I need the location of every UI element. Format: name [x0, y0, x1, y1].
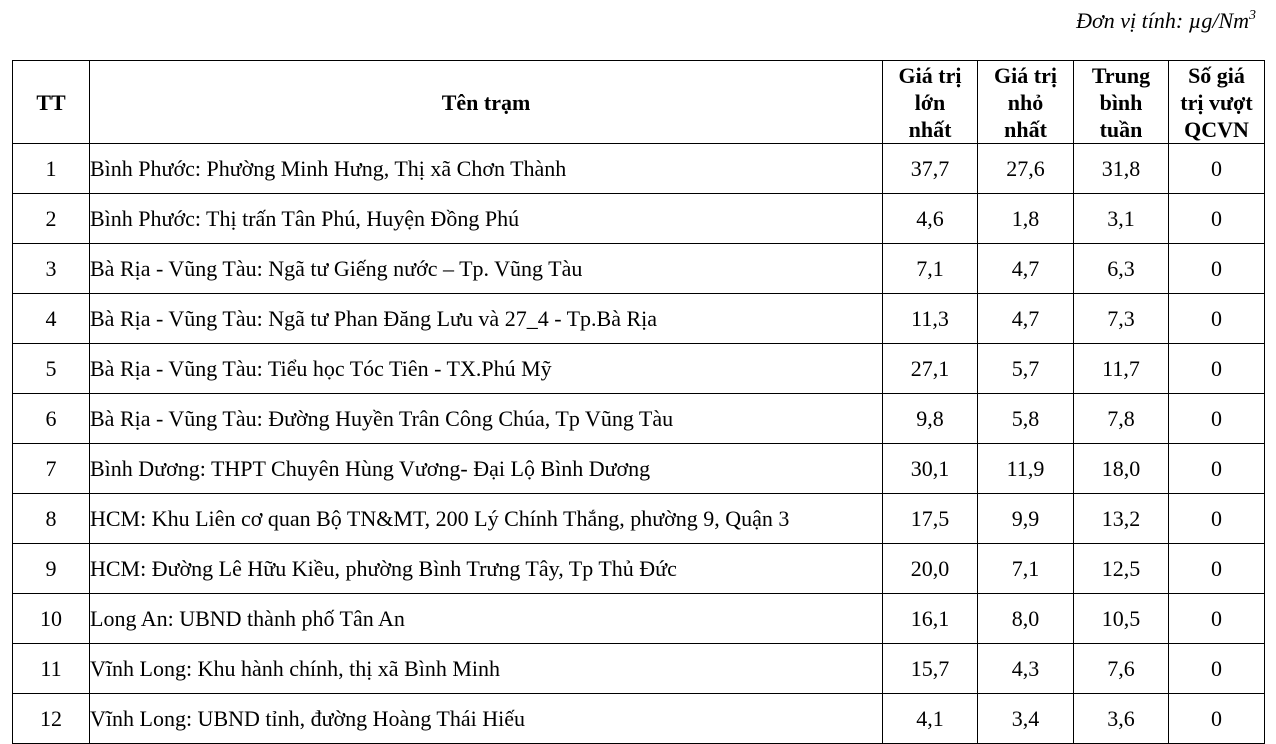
cell-avg: 10,5 — [1074, 594, 1169, 644]
table-row — [13, 194, 1265, 244]
header-avg-line1: Trung — [1091, 62, 1151, 88]
table-row — [13, 594, 1265, 644]
header-min-line2: nhỏ — [1007, 89, 1044, 115]
cell-station-name: Long An: UBND thành phố Tân An — [90, 594, 883, 644]
cell-max: 16,1 — [883, 594, 978, 644]
cell-max: 37,7 — [883, 144, 978, 194]
cell-min: 3,4 — [978, 694, 1074, 744]
header-station: Tên trạm — [90, 61, 883, 144]
cell-max: 20,0 — [883, 544, 978, 594]
table-row — [13, 444, 1265, 494]
cell-avg: 11,7 — [1074, 344, 1169, 394]
cell-exceed: 0 — [1169, 544, 1265, 594]
header-row — [13, 61, 1265, 144]
cell-station-name: Bình Dương: THPT Chuyên Hùng Vương- Đại Lộ Bình Dương — [90, 444, 883, 494]
header-exceed-line3: QCVN — [1184, 116, 1249, 142]
table-row — [13, 694, 1265, 744]
cell-max: 17,5 — [883, 494, 978, 544]
header-exceed-line1: Số giá — [1188, 62, 1245, 88]
cell-tt: 7 — [13, 444, 90, 494]
unit-note-superscript: 3 — [1249, 8, 1256, 23]
cell-tt: 11 — [13, 644, 90, 694]
cell-station-name: Bà Rịa - Vũng Tàu: Tiểu học Tóc Tiên - TX.Phú Mỹ — [90, 344, 883, 394]
cell-min: 1,8 — [978, 194, 1074, 244]
cell-max: 27,1 — [883, 344, 978, 394]
cell-min: 4,3 — [978, 644, 1074, 694]
header-min — [978, 61, 1074, 144]
header-max — [883, 61, 978, 144]
cell-max: 11,3 — [883, 294, 978, 344]
cell-tt: 1 — [13, 144, 90, 194]
table-row — [13, 144, 1265, 194]
header-max-line2: lớn — [914, 89, 946, 115]
cell-max: 30,1 — [883, 444, 978, 494]
cell-tt: 6 — [13, 394, 90, 444]
cell-exceed: 0 — [1169, 494, 1265, 544]
header-exceed-line2: trị vượt — [1180, 89, 1253, 115]
cell-exceed: 0 — [1169, 194, 1265, 244]
cell-tt: 9 — [13, 544, 90, 594]
cell-station-name: HCM: Đường Lê Hữu Kiều, phường Bình Trưng Tây, Tp Thủ Đức — [90, 544, 883, 594]
table-row — [13, 544, 1265, 594]
cell-min: 9,9 — [978, 494, 1074, 544]
cell-station-name: Bà Rịa - Vũng Tàu: Ngã tư Phan Đăng Lưu và 27_4 - Tp.Bà Rịa — [90, 294, 883, 344]
cell-exceed: 0 — [1169, 344, 1265, 394]
cell-avg: 3,1 — [1074, 194, 1169, 244]
table-row — [13, 494, 1265, 544]
cell-avg: 18,0 — [1074, 444, 1169, 494]
cell-station-name: Vĩnh Long: Khu hành chính, thị xã Bình Minh — [90, 644, 883, 694]
table-header — [13, 61, 1265, 144]
cell-station-name: Bình Phước: Thị trấn Tân Phú, Huyện Đồng Phú — [90, 194, 883, 244]
cell-station-name: Bình Phước: Phường Minh Hưng, Thị xã Chơn Thành — [90, 144, 883, 194]
header-avg — [1074, 61, 1169, 144]
header-exceed — [1169, 61, 1265, 144]
table-body — [13, 144, 1265, 744]
cell-min: 5,8 — [978, 394, 1074, 444]
cell-station-name: Vĩnh Long: UBND tỉnh, đường Hoàng Thái Hiếu — [90, 694, 883, 744]
table-row — [13, 394, 1265, 444]
cell-exceed: 0 — [1169, 444, 1265, 494]
cell-max: 7,1 — [883, 244, 978, 294]
table-row — [13, 244, 1265, 294]
station-data-table — [12, 60, 1265, 744]
table-row — [13, 294, 1265, 344]
cell-min: 7,1 — [978, 544, 1074, 594]
header-avg-line3: tuần — [1099, 116, 1143, 142]
cell-min: 11,9 — [978, 444, 1074, 494]
cell-min: 8,0 — [978, 594, 1074, 644]
cell-max: 4,6 — [883, 194, 978, 244]
unit-note — [1076, 8, 1256, 34]
cell-exceed: 0 — [1169, 694, 1265, 744]
cell-tt: 4 — [13, 294, 90, 344]
cell-min: 4,7 — [978, 244, 1074, 294]
cell-station-name: HCM: Khu Liên cơ quan Bộ TN&MT, 200 Lý Chính Thắng, phường 9, Quận 3 — [90, 494, 883, 544]
cell-exceed: 0 — [1169, 244, 1265, 294]
cell-tt: 2 — [13, 194, 90, 244]
cell-exceed: 0 — [1169, 644, 1265, 694]
cell-max: 4,1 — [883, 694, 978, 744]
table-row — [13, 644, 1265, 694]
header-min-line1: Giá trị — [994, 62, 1057, 88]
cell-tt: 3 — [13, 244, 90, 294]
cell-avg: 12,5 — [1074, 544, 1169, 594]
table-row — [13, 344, 1265, 394]
cell-exceed: 0 — [1169, 144, 1265, 194]
cell-avg: 13,2 — [1074, 494, 1169, 544]
cell-tt: 5 — [13, 344, 90, 394]
cell-station-name: Bà Rịa - Vũng Tàu: Đường Huyền Trân Công Chúa, Tp Vũng Tàu — [90, 394, 883, 444]
cell-min: 4,7 — [978, 294, 1074, 344]
cell-exceed: 0 — [1169, 394, 1265, 444]
cell-exceed: 0 — [1169, 594, 1265, 644]
cell-max: 9,8 — [883, 394, 978, 444]
cell-avg: 7,8 — [1074, 394, 1169, 444]
cell-tt: 12 — [13, 694, 90, 744]
cell-min: 5,7 — [978, 344, 1074, 394]
cell-avg: 7,6 — [1074, 644, 1169, 694]
cell-avg: 3,6 — [1074, 694, 1169, 744]
cell-max: 15,7 — [883, 644, 978, 694]
cell-station-name: Bà Rịa - Vũng Tàu: Ngã tư Giếng nước – Tp. Vũng Tàu — [90, 244, 883, 294]
header-min-line3: nhất — [1004, 116, 1047, 142]
cell-tt: 8 — [13, 494, 90, 544]
cell-avg: 6,3 — [1074, 244, 1169, 294]
cell-avg: 7,3 — [1074, 294, 1169, 344]
cell-min: 27,6 — [978, 144, 1074, 194]
cell-exceed: 0 — [1169, 294, 1265, 344]
header-tt: TT — [13, 61, 90, 144]
cell-avg: 31,8 — [1074, 144, 1169, 194]
header-avg-line2: bình — [1099, 89, 1143, 115]
cell-tt: 10 — [13, 594, 90, 644]
header-max-line1: Giá trị — [898, 62, 962, 88]
header-max-line3: nhất — [908, 116, 952, 142]
unit-note-label: Đơn vị tính: µg/Nm — [1076, 8, 1249, 33]
